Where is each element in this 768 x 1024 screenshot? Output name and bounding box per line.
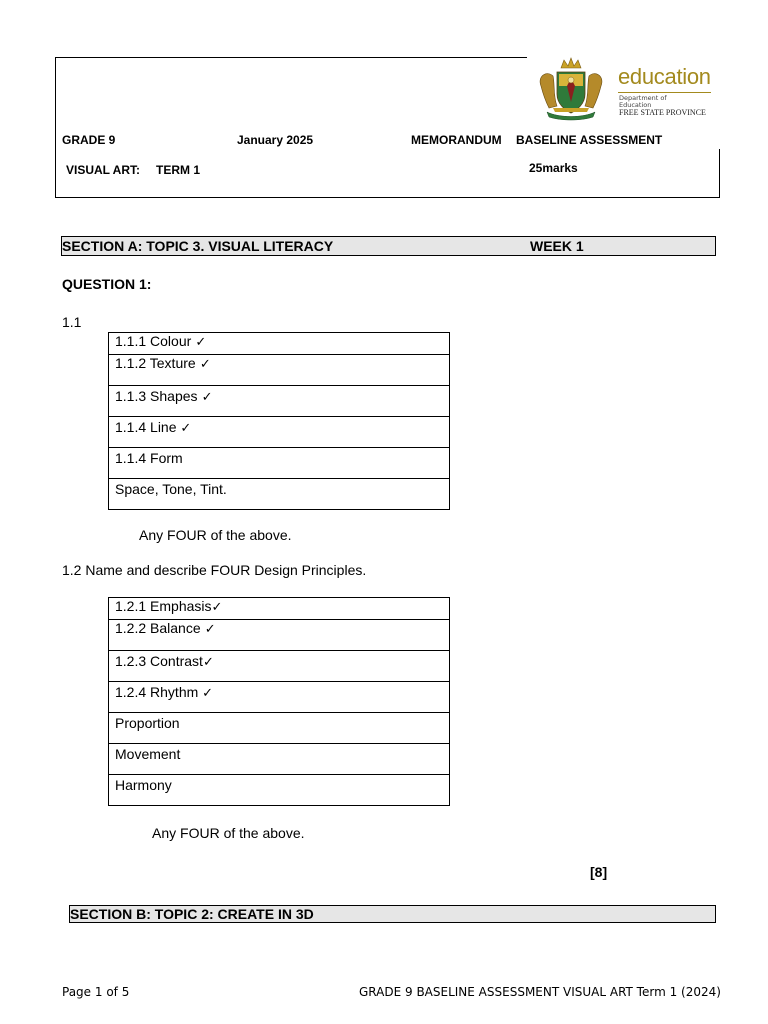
answer-text: 1.1.4 Form [115,450,183,466]
check-mark-icon: ✓ [191,335,207,350]
answer-text: 1.2.2 Balance [115,620,201,636]
check-mark-icon: ✓ [180,421,192,436]
logo-province: FREE STATE PROVINCE [619,108,706,117]
check-mark-icon: ✓ [195,357,211,372]
answer-text: Proportion [115,715,180,731]
header-border-right [719,149,720,198]
table-row [109,333,450,355]
table-row [109,448,450,479]
answer-text: Movement [115,746,181,762]
date-label: January 2025 [237,133,314,147]
logo-rule [618,92,711,93]
answer-text: 1.1.2 Texture [115,355,196,371]
table-row [109,417,450,448]
term-label: TERM 1 [156,163,201,177]
table-row [109,479,450,510]
question-1-2-note: Any FOUR of the above. [152,825,305,841]
table-row [109,620,450,651]
subject-label: VISUAL ART: [66,163,141,177]
grade-label: GRADE 9 [62,133,116,147]
answer-text: Harmony [115,777,172,793]
check-mark-icon: ✓ [200,622,216,637]
table-row [109,682,450,713]
table-row [109,651,450,682]
footer-page-number: Page 1 of 5 [62,985,130,999]
marks-label: 25marks [529,161,578,175]
answer-text: 1.2.4 Rhythm [115,684,203,700]
check-mark-icon: ✓ [211,600,223,615]
answer-text: 1.1.3 Shapes [115,388,198,404]
answer-table-1-1 [108,332,450,510]
section-a-week: WEEK 1 [530,238,584,254]
answer-table-1-2 [108,597,450,806]
section-b-title: SECTION B: TOPIC 2: CREATE IN 3D [70,906,314,922]
check-mark-icon: ✓ [202,655,214,670]
answer-text: 1.2.3 Contrast [115,653,203,669]
header-border-bottom [55,197,720,198]
section-a-title: SECTION A: TOPIC 3. VISUAL LITERACY [62,238,334,254]
answer-text: Space, Tone, Tint. [115,481,227,497]
logo-wordmark: education [618,64,711,89]
table-row [109,598,450,620]
table-row [109,386,450,417]
table-row [109,355,450,386]
question-1-1-label: 1.1 [62,314,82,330]
footer-document-title: GRADE 9 BASELINE ASSESSMENT VISUAL ART Term 1 (2024) [359,985,721,999]
question-1-title: QUESTION 1: [62,276,152,292]
header-border-left [55,57,56,198]
answer-text: 1.1.1 Colour [115,333,192,349]
table-row [109,713,450,744]
question-1-total-marks: [8] [590,864,608,880]
question-1-1-note: Any FOUR of the above. [139,527,292,543]
logo-department-line: Department of [619,94,667,102]
assessment-label: BASELINE ASSESSMENT [516,133,663,147]
question-1-2-label: 1.2 Name and describe FOUR Design Principles. [62,562,367,578]
check-mark-icon: ✓ [197,390,213,405]
section-b-bar [69,905,716,923]
table-row [109,744,450,775]
section-a-bar [61,236,716,256]
header-border-top [55,57,527,58]
answer-text: 1.1.4 Line [115,419,181,435]
check-mark-icon: ✓ [202,686,214,701]
memorandum-label: MEMORANDUM [411,133,502,147]
table-row [109,775,450,806]
answer-text: 1.2.1 Emphasis [115,598,212,614]
logo-education-line: Education [619,101,652,109]
